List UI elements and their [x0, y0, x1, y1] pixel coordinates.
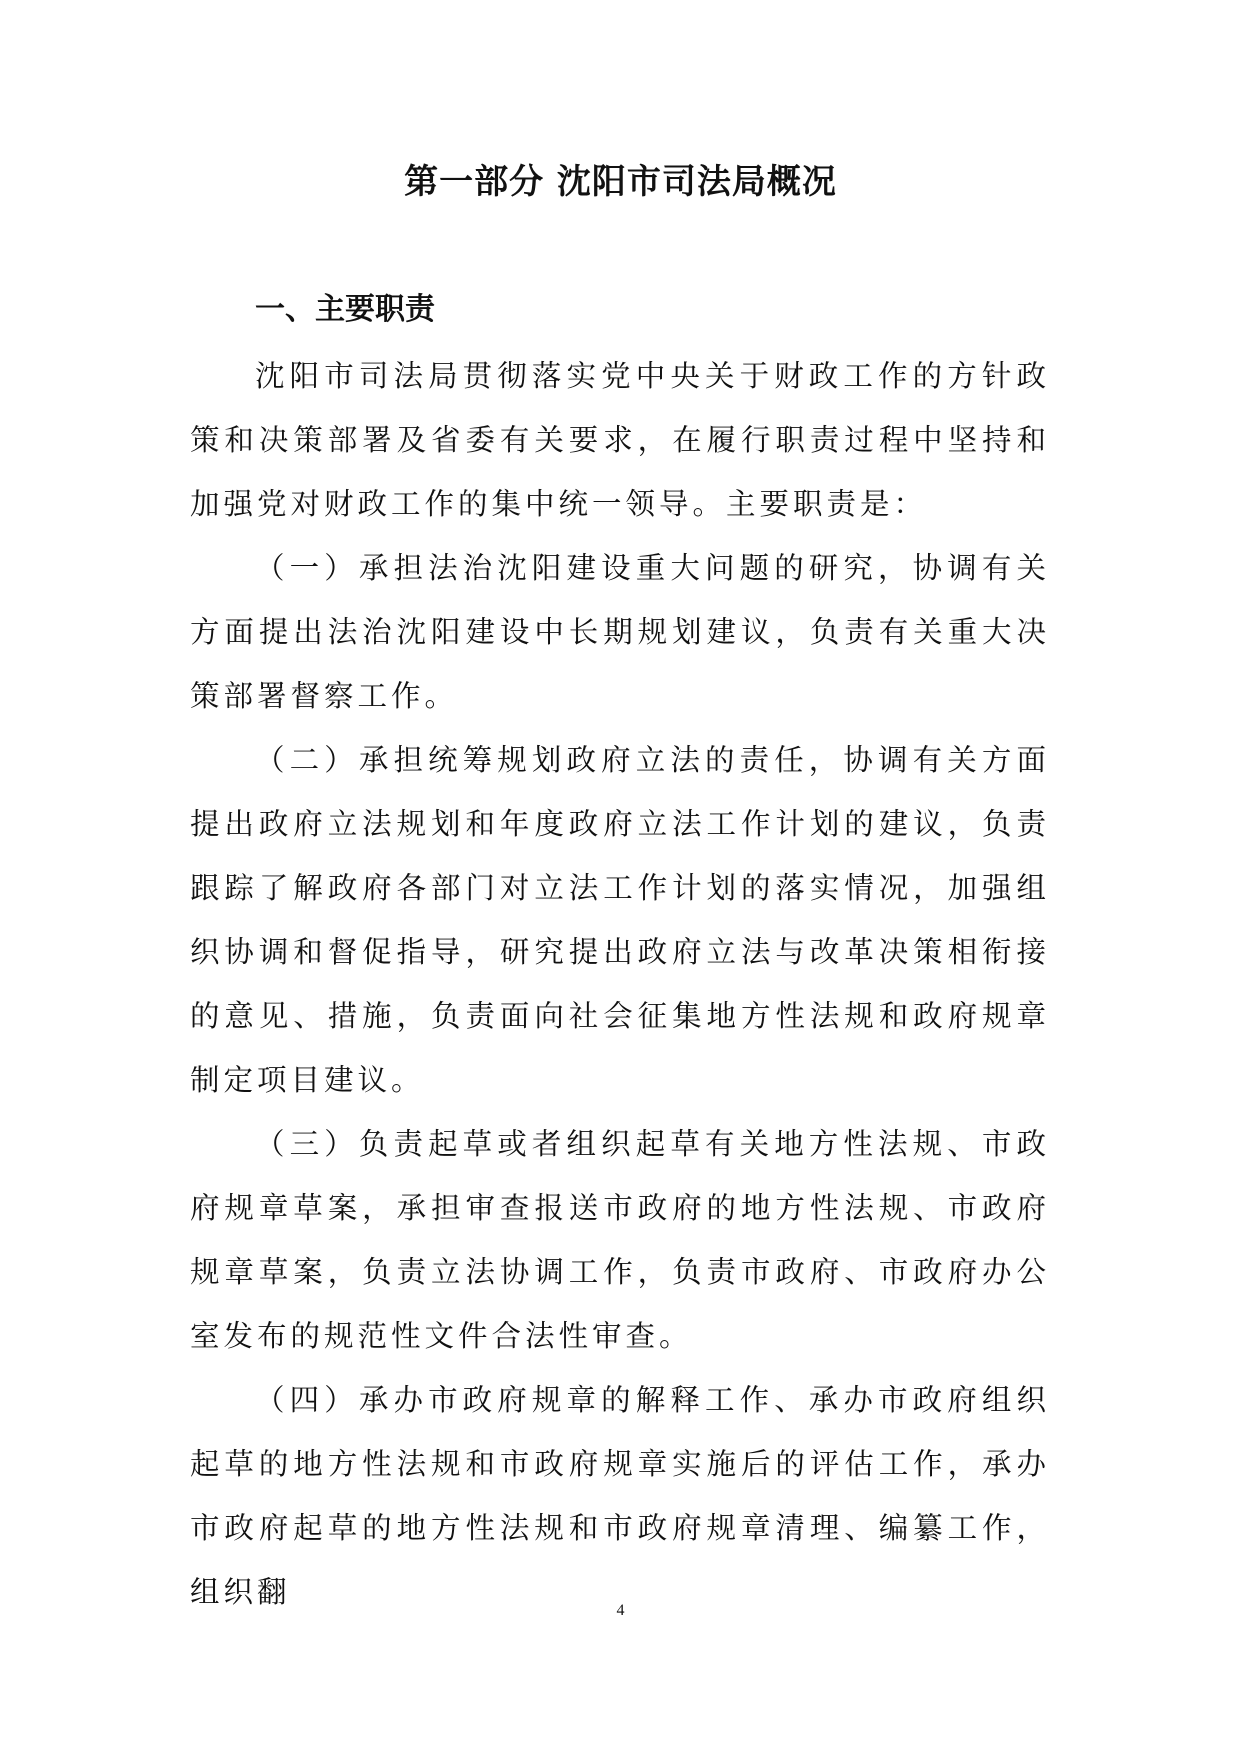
body-text [190, 344, 1050, 1624]
paragraph-item-4: （四）承办市政府规章的解释工作、承办市政府组织起草的地方性法规和市政府规章实施后的评估工作，承办市政府起草的地方性法规和市政府规章清理、编纂工作，组织翻 [190, 1383, 1050, 1609]
paragraph-item-1: （一）承担法治沈阳建设重大问题的研究，协调有关方面提出法治沈阳建设中长期规划建议，负责有关重大决策部署督察工作。 [190, 551, 1050, 713]
section-heading: 一、主要职责 [255, 292, 435, 327]
page-title: 第一部分 沈阳市司法局概况 [404, 162, 837, 202]
paragraph-item-2: （二）承担统筹规划政府立法的责任，协调有关方面提出政府立法规划和年度政府立法工作计划的建议，负责跟踪了解政府各部门对立法工作计划的落实情况，加强组织协调和督促指导，研究提出政府立法与改革决策相衔接的意见、措施，负责面向社会征集地方性法规和政府规章制定项目建议。 [190, 743, 1050, 1097]
page-number: 4 [616, 1602, 625, 1619]
paragraph-intro: 沈阳市司法局贯彻落实党中央关于财政工作的方针政策和决策部署及省委有关要求，在履行职责过程中坚持和加强党对财政工作的集中统一领导。主要职责是： [190, 359, 1050, 521]
paragraph-item-3: （三）负责起草或者组织起草有关地方性法规、市政府规章草案，承担审查报送市政府的地方性法规、市政府规章草案，负责立法协调工作，负责市政府、市政府办公室发布的规范性文件合法性审查。 [190, 1127, 1050, 1353]
